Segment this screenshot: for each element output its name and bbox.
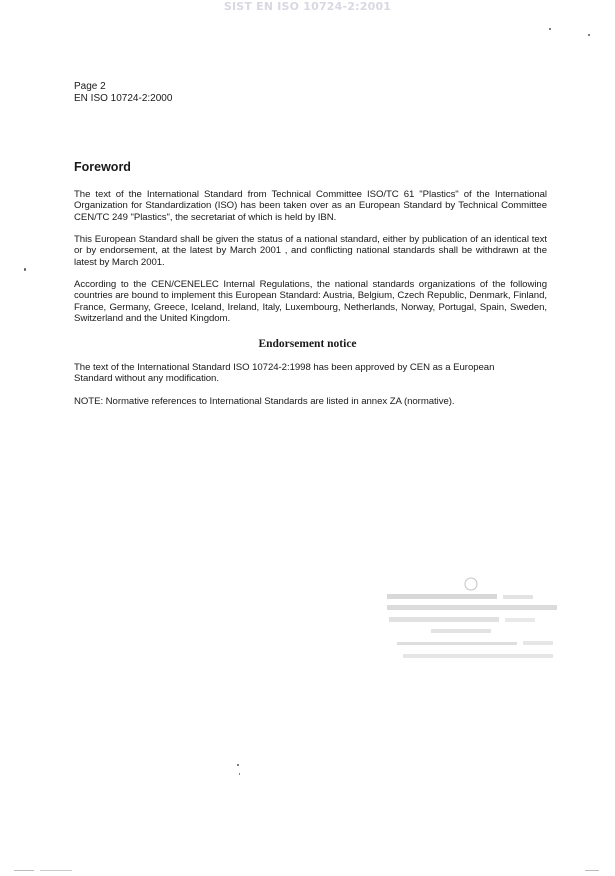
scan-speck	[549, 28, 551, 30]
foreword-heading: Foreword	[74, 160, 131, 174]
foreword-paragraph-2: This European Standard shall be given the status of a national standard, either by publication of an identical text or by endorsement, at the latest by March 2001 , and conflicting national standards shall be withdrawn at the latest by March 2001.	[74, 234, 547, 268]
scan-edge-mark	[40, 870, 72, 871]
document-id: EN ISO 10724-2:2000	[74, 93, 173, 104]
endorsement-note: NOTE: Normative references to International Standards are listed in annex ZA (normative).	[74, 396, 455, 407]
library-stamp-image	[383, 576, 563, 672]
endorsement-paragraph: The text of the International Standard ISO 10724-2:1998 has been approved by CEN as a European Standard without any modification.	[74, 362, 495, 385]
foreword-paragraph-1: The text of the International Standard from Technical Committee ISO/TC 61 "Plastics" of the International Organization for Standardization (ISO) has been taken over as an European Standard by Technical Committee CEN/TC 249 "Plastics", the secretariat of which is held by IBN.	[74, 189, 547, 223]
foreword-paragraph-3: According to the CEN/CENELEC Internal Regulations, the national standards organizations of the following countries are bound to implement this European Standard: Austria, Belgium, Czech Republic, Denmark, Finland, France, Germany, Greece, Iceland, Ireland, Italy, Luxembourg, Netherlands, Norway, Portugal, Spain, Sweden, Switzerland and the United Kingdom.	[74, 279, 547, 325]
page-number: Page 2	[74, 81, 106, 92]
watermark: SIST EN ISO 10724-2:2001	[223, 0, 392, 13]
scan-edge-mark	[585, 870, 599, 871]
scan-edge-mark	[14, 870, 34, 871]
scan-speck	[239, 773, 240, 775]
endorsement-heading: Endorsement notice	[258, 338, 357, 350]
scan-speck	[237, 764, 239, 766]
scan-speck	[24, 268, 26, 271]
scan-speck	[588, 34, 590, 36]
